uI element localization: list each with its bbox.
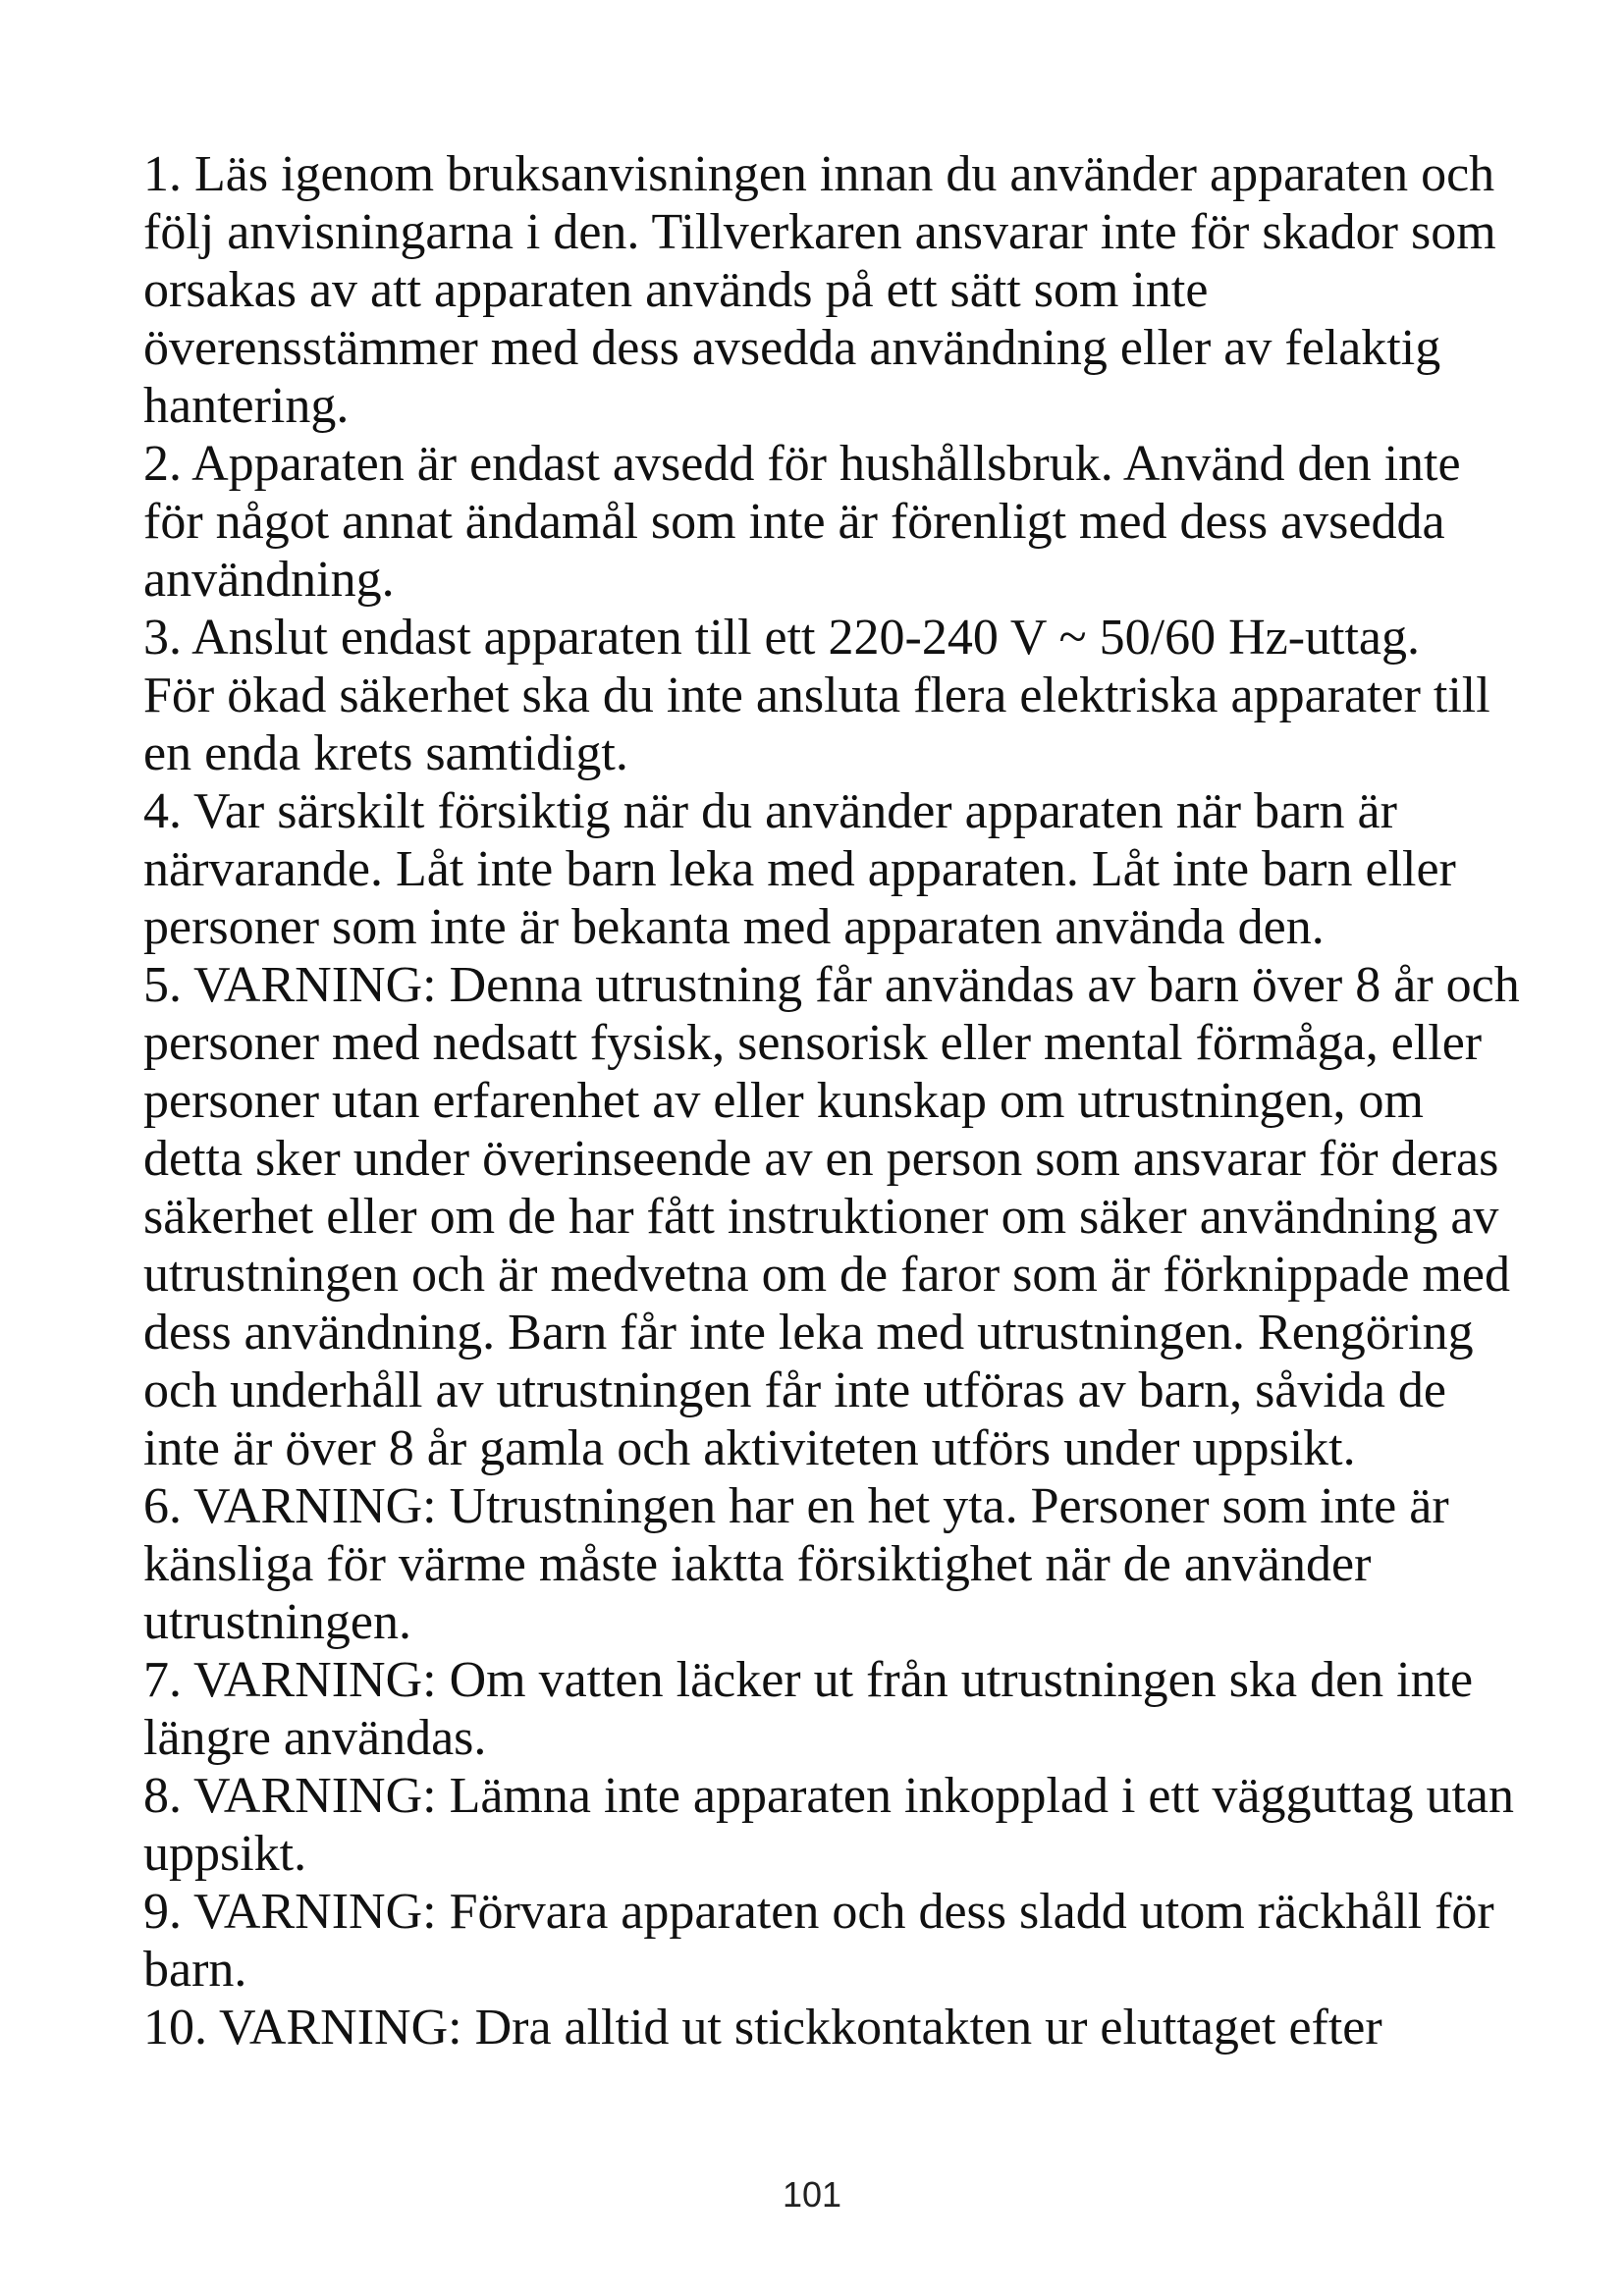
text-line: 4. Var särskilt försiktig när du använder apparaten när barn är — [143, 783, 1397, 839]
text-line: 8. VARNING: Lämna inte apparaten inkopplad i ett vägguttag utan — [143, 1768, 1514, 1824]
text-line: orsakas av att apparaten används på ett sätt som inte — [143, 262, 1209, 318]
text-line: 5. VARNING: Denna utrustning får användas av barn över 8 år och — [143, 957, 1520, 1013]
text-line: 2. Apparaten är endast avsedd för hushållsbruk. Använd den inte — [143, 436, 1461, 492]
text-line: personer med nedsatt fysisk, sensorisk eller mental förmåga, eller — [143, 1015, 1483, 1071]
text-line: utrustningen. — [143, 1594, 411, 1650]
text-line: barn. — [143, 1942, 247, 1998]
text-line: uppsikt. — [143, 1826, 307, 1882]
text-line: personer utan erfarenhet av eller kunskap om utrustningen, om — [143, 1073, 1424, 1129]
text-line: 1. Läs igenom bruksanvisningen innan du använder apparaten och — [143, 146, 1495, 202]
text-line: känsliga för värme måste iaktta försiktighet när de använder — [143, 1536, 1372, 1592]
text-line: För ökad säkerhet ska du inte ansluta flera elektriska apparater till — [143, 667, 1490, 723]
text-line: 9. VARNING: Förvara apparaten och dess sladd utom räckhåll för — [143, 1884, 1494, 1940]
text-line: hantering. — [143, 378, 350, 434]
text-line: inte är över 8 år gamla och aktiviteten utförs under uppsikt. — [143, 1420, 1356, 1476]
text-line: utrustningen och är medvetna om de faror som är förknippade med — [143, 1247, 1510, 1303]
text-line: 3. Anslut endast apparaten till ett 220-240 V ~ 50/60 Hz-uttag. — [143, 610, 1420, 666]
text-line: personer som inte är bekanta med apparaten använda den. — [143, 899, 1325, 955]
text-line: överensstämmer med dess avsedda användning eller av felaktig — [143, 320, 1441, 376]
text-line: och underhåll av utrustningen får inte utföras av barn, såvida de — [143, 1362, 1446, 1418]
text-line: längre användas. — [143, 1710, 487, 1766]
text-line: detta sker under överinseende av en person som ansvarar för deras — [143, 1131, 1499, 1187]
text-line: närvarande. Låt inte barn leka med apparaten. Låt inte barn eller — [143, 841, 1456, 897]
instruction-text — [143, 145, 1538, 2056]
text-line: 6. VARNING: Utrustningen har en het yta. Personer som inte är — [143, 1478, 1449, 1534]
page-number: 101 — [782, 2174, 842, 2215]
text-line: följ anvisningarna i den. Tillverkaren ansvarar inte för skador som — [143, 204, 1496, 260]
text-line: en enda krets samtidigt. — [143, 725, 628, 781]
text-line: dess användning. Barn får inte leka med utrustningen. Rengöring — [143, 1305, 1474, 1361]
text-line: 10. VARNING: Dra alltid ut stickkontakten ur eluttaget efter — [143, 2000, 1382, 2056]
text-line: 7. VARNING: Om vatten läcker ut från utrustningen ska den inte — [143, 1652, 1474, 1708]
text-line: användning. — [143, 552, 395, 608]
text-line: för något annat ändamål som inte är förenligt med dess avsedda — [143, 494, 1445, 550]
text-line: säkerhet eller om de har fått instruktioner om säker användning av — [143, 1189, 1499, 1245]
